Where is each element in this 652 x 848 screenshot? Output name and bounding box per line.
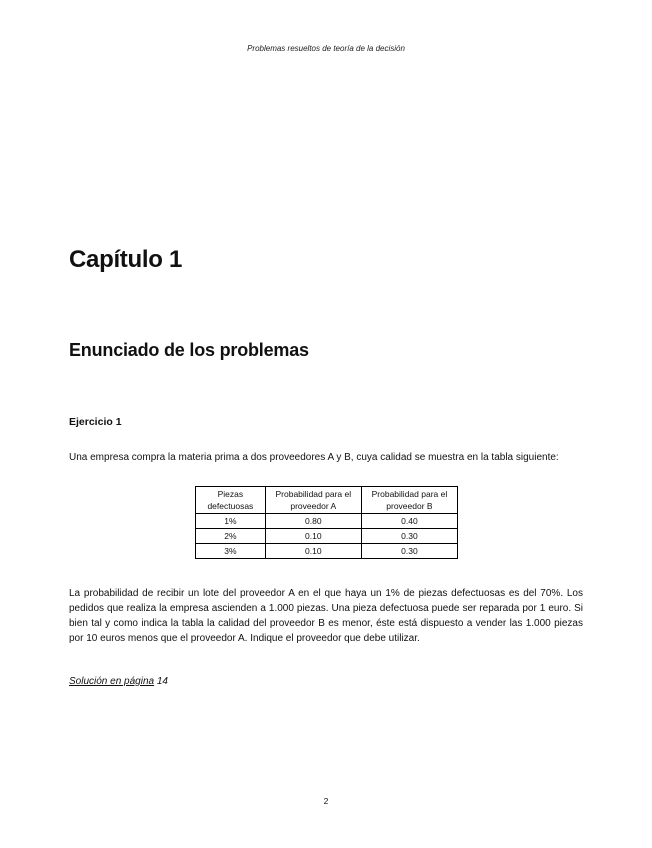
table-row — [196, 514, 458, 529]
header-probability-b: Probabilidad para el proveedor B — [361, 487, 457, 514]
table-cell: 0.10 — [265, 529, 361, 544]
quality-table — [195, 486, 458, 559]
table-cell: 0.30 — [361, 529, 457, 544]
table-cell: 2% — [196, 529, 266, 544]
table-cell: 0.30 — [361, 544, 457, 559]
chapter-title: Capítulo 1 — [69, 246, 183, 273]
section-title: Enunciado de los problemas — [69, 340, 309, 360]
table-cell: 0.10 — [265, 544, 361, 559]
table-row — [196, 529, 458, 544]
header-probability-a: Probabilidad para el proveedor A — [265, 487, 361, 514]
table-cell: 0.80 — [265, 514, 361, 529]
table-cell: 3% — [196, 544, 266, 559]
header-defective-pieces: Piezas defectuosas — [196, 487, 266, 514]
page-number: 2 — [323, 796, 329, 806]
problem-statement: La probabilidad de recibir un lote del proveedor A en el que haya un 1% de piezas defectuosas es del 70%. Los pedidos que realiza la empresa ascienden a 1.000 piezas. Una pieza defectuosa puede ser reparada por 1 euro. Si bien tal y como indica la tabla la calidad del proveedor B es menor, éste está dispuesto a vender las 1.000 piezas por 10 euros menos que el proveedor A. Indique el proveedor que debe utilizar. — [69, 588, 583, 644]
solution-link-label: Solución en página — [69, 676, 155, 687]
table-row — [196, 544, 458, 559]
running-header: Problemas resueltos de teoría de la decisión — [247, 44, 405, 53]
table-cell: 1% — [196, 514, 266, 529]
table-header-row — [196, 487, 458, 514]
solution-page-number: 14 — [156, 676, 168, 687]
exercise-intro: Una empresa compra la materia prima a dos proveedores A y B, cuya calidad se muestra en la tabla siguiente: — [69, 452, 559, 463]
solution-link[interactable] — [69, 676, 168, 687]
table-cell: 0.40 — [361, 514, 457, 529]
exercise-title: Ejercicio 1 — [69, 416, 122, 428]
